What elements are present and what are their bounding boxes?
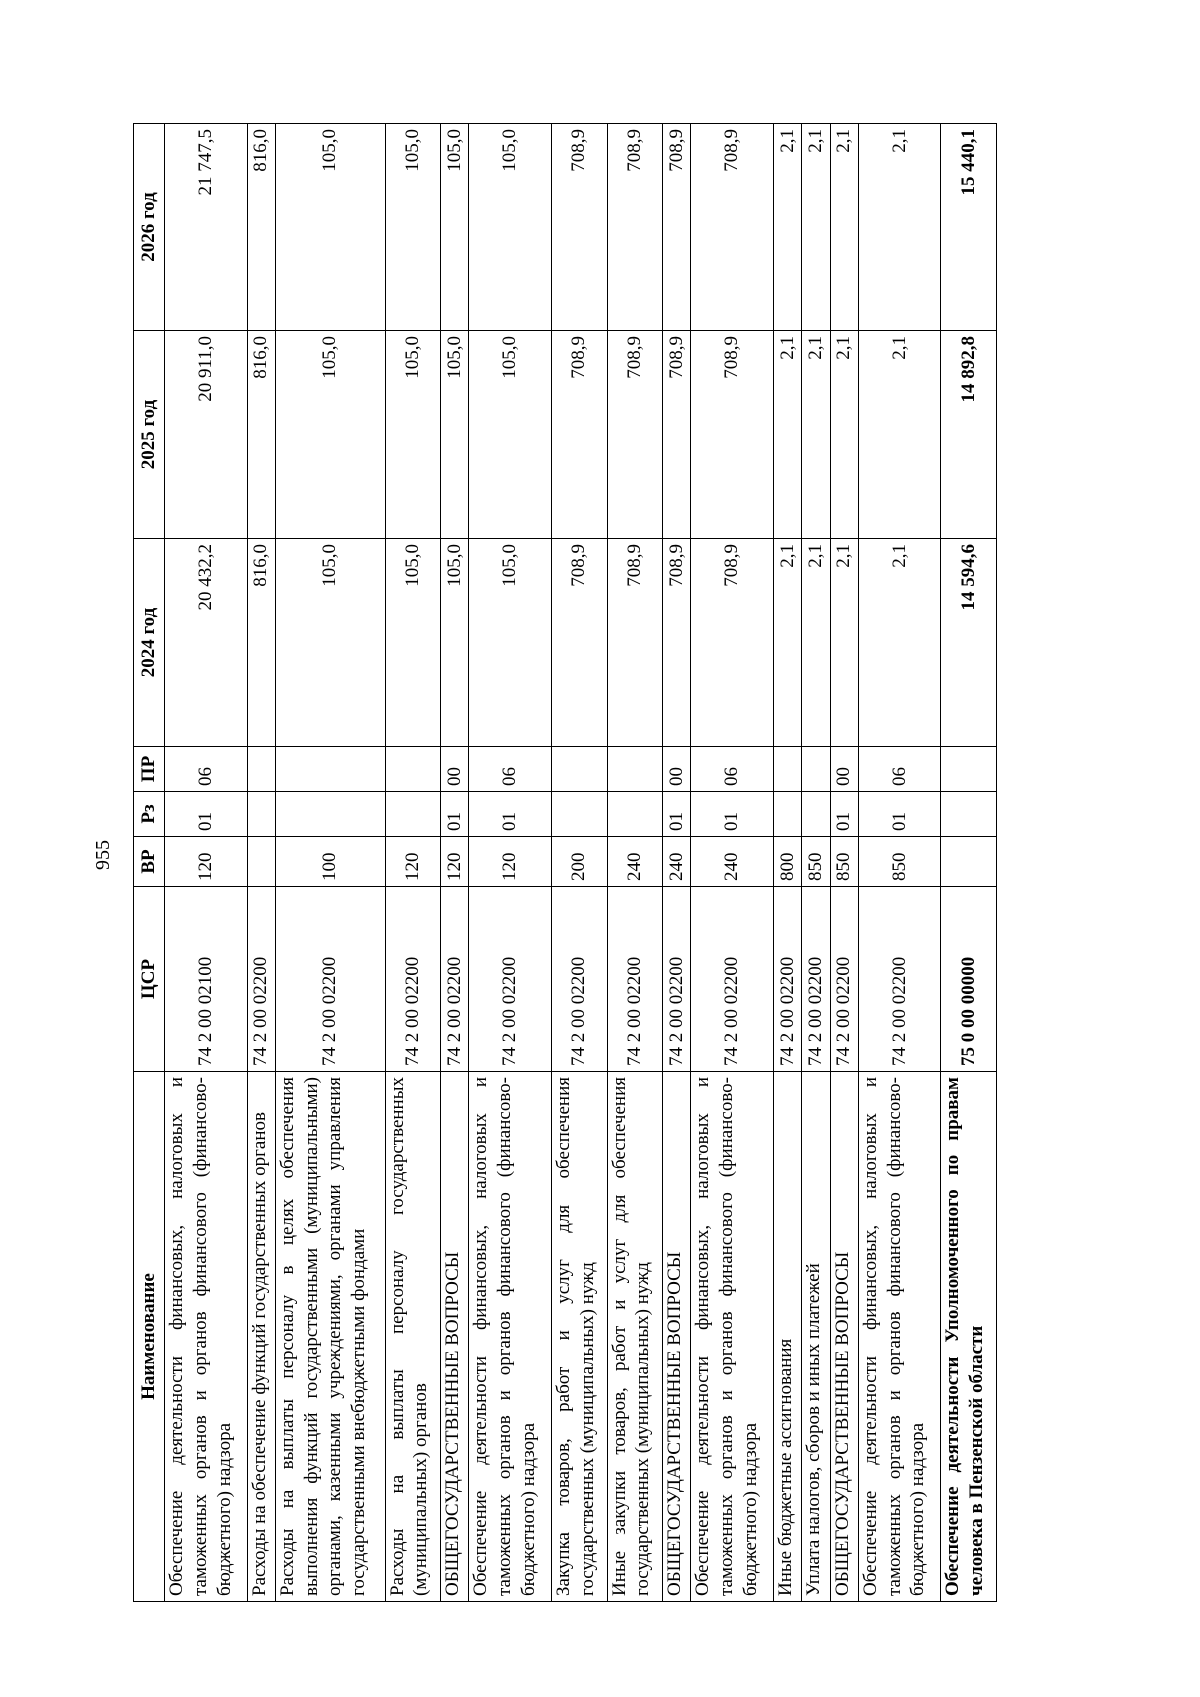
cell-2025: 708,9 [552,331,607,539]
cell-vr: 850 [830,837,858,887]
cell-name: ОБЩЕГОСУДАРСТВЕННЫЕ ВОПРОСЫ [662,1072,690,1602]
cell-pr [552,747,607,792]
cell-2026: 2,1 [858,124,941,331]
table-row [441,124,469,1602]
cell-2025: 105,0 [441,331,469,539]
cell-name: Расходы на выплаты персоналу государственных (муниципальных) органов [385,1072,440,1602]
budget-table [133,123,997,1602]
table-row [802,124,830,1602]
cell-csr: 74 2 00 02200 [552,887,607,1072]
cell-name: Уплата налогов, сборов и иных платежей [802,1072,830,1602]
cell-rz [385,792,440,837]
cell-2025: 2,1 [802,331,830,539]
cell-rz [773,792,801,837]
cell-name: Расходы на обеспечение функций государственных органов [247,1072,275,1602]
cell-csr: 74 2 00 02200 [385,887,440,1072]
cell-rz [802,792,830,837]
cell-rz: 01 [691,792,774,837]
table-row [858,124,941,1602]
cell-2024: 708,9 [607,539,662,747]
table-total-row [941,124,997,1602]
cell-rz [941,792,997,837]
cell-vr: 100 [275,837,385,887]
cell-name: Обеспечение деятельности финансовых, налоговых и таможенных органов и органов финансового (финансово-бюджетного) надзора [165,1072,248,1602]
cell-pr: 06 [469,747,552,792]
table-row [385,124,440,1602]
cell-rz [552,792,607,837]
cell-rz: 01 [165,792,248,837]
cell-2024: 708,9 [691,539,774,747]
cell-2025: 2,1 [773,331,801,539]
table-row [691,124,774,1602]
cell-2024: 2,1 [773,539,801,747]
cell-vr: 240 [691,837,774,887]
cell-vr [941,837,997,887]
table-row [275,124,385,1602]
cell-2024: 20 432,2 [165,539,248,747]
cell-2026: 105,0 [469,124,552,331]
cell-vr: 850 [802,837,830,887]
cell-rz [275,792,385,837]
cell-vr: 800 [773,837,801,887]
header-2026: 2026 год [134,124,165,331]
table-row [607,124,662,1602]
cell-2025: 105,0 [385,331,440,539]
cell-csr: 74 2 00 02200 [773,887,801,1072]
cell-name: Обеспечение деятельности финансовых, налоговых и таможенных органов и органов финансового (финансово-бюджетного) надзора [469,1072,552,1602]
cell-csr: 74 2 00 02200 [247,887,275,1072]
cell-2025: 2,1 [830,331,858,539]
cell-csr: 74 2 00 02200 [802,887,830,1072]
cell-csr: 74 2 00 02200 [858,887,941,1072]
cell-2026: 2,1 [830,124,858,331]
cell-csr: 74 2 00 02200 [469,887,552,1072]
cell-2026: 708,9 [607,124,662,331]
cell-2024: 105,0 [469,539,552,747]
cell-csr: 74 2 00 02200 [691,887,774,1072]
header-name: Наименование [134,1072,165,1602]
cell-2024: 2,1 [830,539,858,747]
cell-pr [941,747,997,792]
cell-2025: 708,9 [662,331,690,539]
cell-pr [247,747,275,792]
cell-name: Иные бюджетные ассигнования [773,1072,801,1602]
cell-2025: 708,9 [607,331,662,539]
cell-vr [247,837,275,887]
cell-pr [773,747,801,792]
table-row [469,124,552,1602]
cell-rz: 01 [662,792,690,837]
cell-name: Обеспечение деятельности Уполномоченного по правам человека в Пензенской области [941,1072,997,1602]
cell-2025: 105,0 [469,331,552,539]
cell-vr: 120 [165,837,248,887]
header-rz: Рз [134,792,165,837]
cell-2026: 708,9 [662,124,690,331]
cell-2025: 2,1 [858,331,941,539]
cell-pr [607,747,662,792]
cell-2026: 15 440,1 [941,124,997,331]
cell-rz: 01 [469,792,552,837]
cell-2026: 2,1 [802,124,830,331]
table-row [830,124,858,1602]
cell-2024: 816,0 [247,539,275,747]
header-2024: 2024 год [134,539,165,747]
cell-name: Расходы на выплаты персоналу в целях обеспечения выполнения функций государственными (муниципальными) органами, казенными учреждениями, органами управления государственными внебюджетными фондами [275,1072,385,1602]
cell-rz: 01 [441,792,469,837]
cell-2026: 21 747,5 [165,124,248,331]
cell-pr: 00 [830,747,858,792]
cell-csr: 74 2 00 02200 [830,887,858,1072]
cell-name: Закупка товаров, работ и услуг для обеспечения государственных (муниципальных) нужд [552,1072,607,1602]
cell-2025: 14 892,8 [941,331,997,539]
cell-2025: 816,0 [247,331,275,539]
cell-2024: 105,0 [275,539,385,747]
cell-2026: 816,0 [247,124,275,331]
header-pr: ПР [134,747,165,792]
cell-2026: 708,9 [691,124,774,331]
cell-name: ОБЩЕГОСУДАРСТВЕННЫЕ ВОПРОСЫ [830,1072,858,1602]
cell-pr [275,747,385,792]
cell-rz [607,792,662,837]
cell-vr: 120 [441,837,469,887]
cell-csr: 74 2 00 02200 [275,887,385,1072]
cell-2025: 20 911,0 [165,331,248,539]
cell-pr: 06 [691,747,774,792]
cell-csr: 74 2 00 02100 [165,887,248,1072]
cell-vr: 120 [385,837,440,887]
cell-2026: 105,0 [385,124,440,331]
cell-vr: 240 [662,837,690,887]
table-row [662,124,690,1602]
table-header-row [134,124,165,1602]
table-row [552,124,607,1602]
cell-2026: 2,1 [773,124,801,331]
cell-csr: 74 2 00 02200 [441,887,469,1072]
cell-pr: 00 [441,747,469,792]
cell-csr: 74 2 00 02200 [662,887,690,1072]
table-row [165,124,248,1602]
table-row [773,124,801,1602]
cell-name: ОБЩЕГОСУДАРСТВЕННЫЕ ВОПРОСЫ [441,1072,469,1602]
cell-csr: 75 0 00 00000 [941,887,997,1072]
cell-name: Обеспечение деятельности финансовых, налоговых и таможенных органов и органов финансового (финансово-бюджетного) надзора [691,1072,774,1602]
cell-2026: 105,0 [275,124,385,331]
cell-2024: 708,9 [552,539,607,747]
header-vr: ВР [134,837,165,887]
cell-2024: 2,1 [802,539,830,747]
cell-csr: 74 2 00 02200 [607,887,662,1072]
cell-2024: 14 594,6 [941,539,997,747]
table-row [247,124,275,1602]
cell-2024: 2,1 [858,539,941,747]
cell-rz: 01 [858,792,941,837]
cell-name: Обеспечение деятельности финансовых, налоговых и таможенных органов и органов финансового (финансово-бюджетного) надзора [858,1072,941,1602]
header-csr: ЦСР [134,887,165,1072]
cell-pr: 00 [662,747,690,792]
cell-2025: 708,9 [691,331,774,539]
cell-2026: 708,9 [552,124,607,331]
table-body [165,124,997,1602]
cell-pr [385,747,440,792]
cell-vr: 200 [552,837,607,887]
cell-rz: 01 [830,792,858,837]
table-rotation-wrapper [133,124,997,1602]
cell-rz [247,792,275,837]
header-2025: 2025 год [134,331,165,539]
cell-pr: 06 [858,747,941,792]
cell-pr [802,747,830,792]
page-number: 955 [91,840,114,870]
cell-2025: 105,0 [275,331,385,539]
cell-2024: 105,0 [441,539,469,747]
cell-pr: 06 [165,747,248,792]
cell-vr: 240 [607,837,662,887]
cell-name: Иные закупки товаров, работ и услуг для обеспечения государственных (муниципальных) нужд [607,1072,662,1602]
cell-2024: 105,0 [385,539,440,747]
cell-vr: 850 [858,837,941,887]
cell-2024: 708,9 [662,539,690,747]
cell-vr: 120 [469,837,552,887]
cell-2026: 105,0 [441,124,469,331]
